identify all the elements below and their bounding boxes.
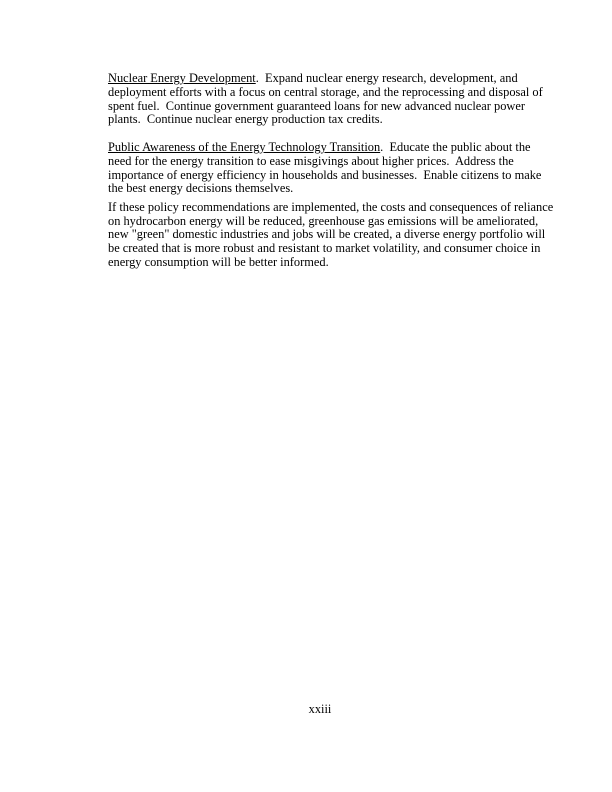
text-line: spent fuel. Continue government guaranteed loans for new advanced nuclear power [108, 98, 525, 113]
text-line: new "green" domestic industries and jobs will be created, a diverse energy portfolio will [108, 227, 546, 242]
text-line: Public Awareness of the Energy Technology Transition. Educate the public about the [108, 139, 531, 154]
text-line: plants. Continue nuclear energy production tax credits. [108, 112, 383, 127]
text-line: importance of energy efficiency in households and businesses. Enable citizens to make [108, 167, 542, 182]
paragraph-public-awareness [108, 141, 552, 196]
paragraph-nuclear-energy-development [108, 72, 552, 127]
text-line: need for the energy transition to ease misgivings about higher prices. Address the [108, 153, 514, 168]
page-number: xxiii [308, 702, 332, 716]
text-line: energy consumption will be better informed. [108, 254, 329, 269]
text-line: be created that is more robust and resistant to market volatility, and consumer choice in [108, 241, 541, 256]
text-line: deployment efforts with a focus on central storage, and the reprocessing and disposal of [108, 84, 543, 99]
paragraph-policy-conclusion [108, 201, 552, 270]
underlined-lead: Nuclear Energy Development [108, 71, 256, 85]
text-line: on hydrocarbon energy will be reduced, greenhouse gas emissions will be ameliorated, [108, 213, 539, 228]
text-block [108, 72, 552, 270]
text-line: the best energy decisions themselves. [108, 181, 294, 196]
underlined-lead: Public Awareness of the Energy Technology Transition [108, 139, 381, 154]
text-line: If these policy recommendations are implemented, the costs and consequences of reliance [108, 199, 554, 214]
text-line: Nuclear Energy Development. Expand nuclear energy research, development, and [108, 71, 518, 85]
